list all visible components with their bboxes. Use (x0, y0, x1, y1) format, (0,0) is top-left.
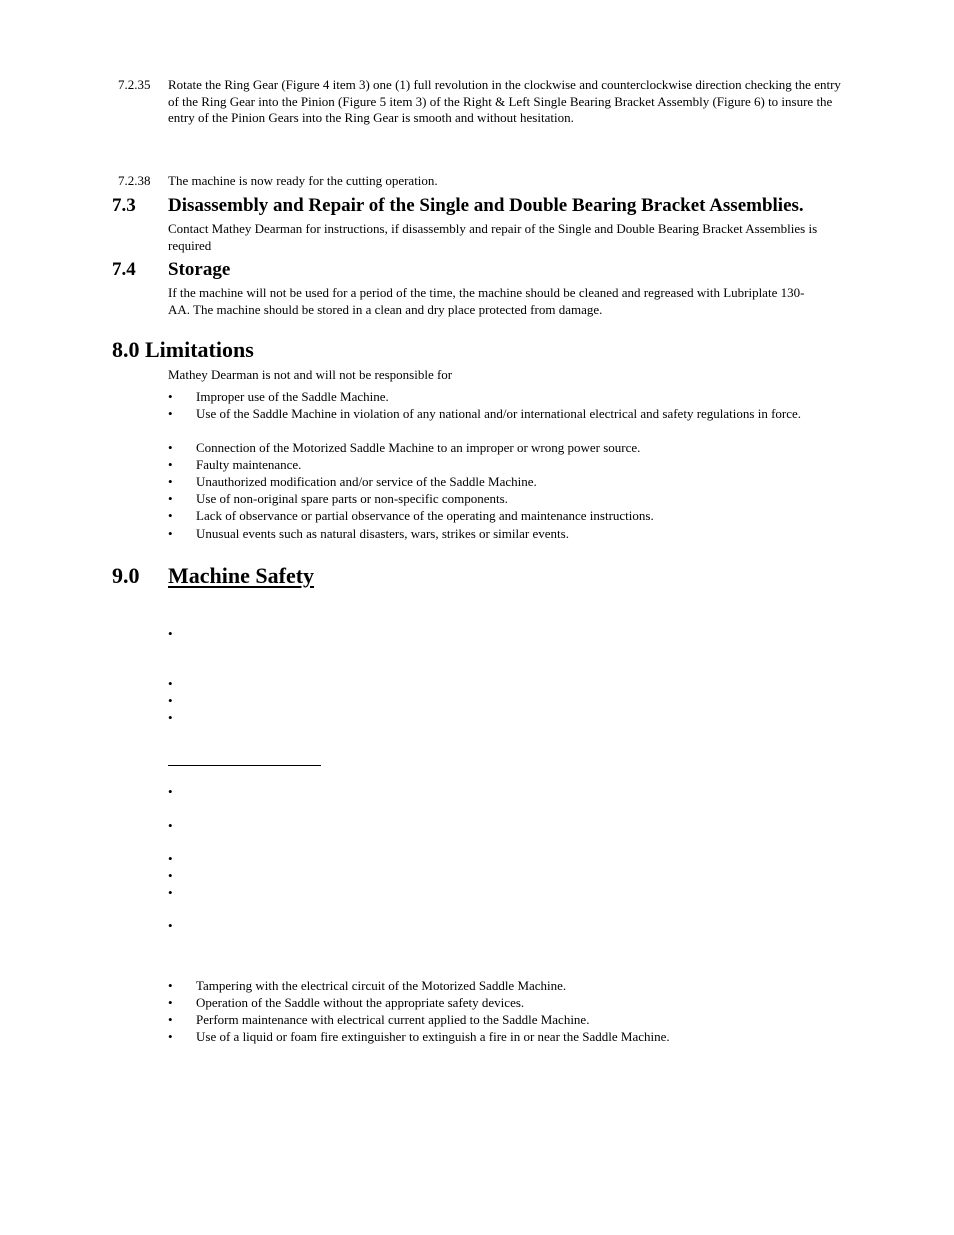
list-item: Unauthorized modification and/or service of the Saddle Machine. (196, 474, 537, 489)
step-number: 7.2.35 (118, 77, 151, 92)
list-item: Connection of the Motorized Saddle Machine to an improper or wrong power source. (196, 440, 641, 455)
list-item: Improper use of the Saddle Machine. (196, 389, 389, 404)
bullet-glyph: • (168, 526, 173, 541)
list-item: Operation of the Saddle without the appropriate safety devices. (196, 995, 525, 1010)
section-number: 9.0 (112, 563, 140, 588)
bullet-glyph: • (168, 818, 173, 833)
bullet-glyph: • (168, 710, 173, 725)
section-intro: Mathey Dearman is not and will not be responsible for (168, 367, 453, 382)
bullet-glyph: • (168, 474, 173, 489)
list-item: Use of the Saddle Machine in violation of any national and/or international electrical and safety regulations in force. (196, 406, 802, 421)
bullet-glyph: • (168, 693, 173, 708)
list-item: Tampering with the electrical circuit of the Motorized Saddle Machine. (196, 978, 567, 993)
step-number: 7.2.38 (118, 173, 151, 188)
step-text: The machine is now ready for the cutting operation. (168, 173, 438, 188)
bullet-glyph: • (168, 1012, 173, 1027)
bullet-glyph: • (168, 851, 173, 866)
list-item: Perform maintenance with electrical current applied to the Saddle Machine. (196, 1012, 590, 1027)
section-text: If the machine will not be used for a period of the time, the machine should be cleaned and regreased with Lubriplate 130-AA. The machine should be stored in a clean and dry place protected from damage. (168, 285, 805, 317)
divider-rule (168, 765, 321, 766)
list-item: Faulty maintenance. (196, 457, 302, 472)
bullet-glyph: • (168, 491, 173, 506)
list-item: Use of non-original spare parts or non-specific components. (196, 491, 508, 506)
list-item: Use of a liquid or foam fire extinguisher to extinguish a fire in or near the Saddle Machine. (196, 1029, 670, 1044)
bullet-glyph: • (168, 389, 173, 404)
list-item: Unusual events such as natural disasters, wars, strikes or similar events. (196, 526, 569, 541)
bullet-glyph: • (168, 995, 173, 1010)
section-text: Contact Mathey Dearman for instructions, if disassembly and repair of the Single and Double Bearing Bracket Assemblies is required (168, 221, 818, 253)
bullet-glyph: • (168, 1029, 173, 1044)
bullet-glyph: • (168, 626, 173, 641)
bullet-glyph: • (168, 885, 173, 900)
list-item: Lack of observance or partial observance of the operating and maintenance instructions. (196, 508, 654, 523)
bullet-glyph: • (168, 508, 173, 523)
section-heading: 8.0 Limitations (112, 337, 254, 362)
bullet-glyph: • (168, 918, 173, 933)
section-heading: Disassembly and Repair of the Single and Double Bearing Bracket Assemblies. (168, 195, 804, 216)
bullet-glyph: • (168, 457, 173, 472)
bullet-glyph: • (168, 406, 173, 421)
section-heading: Storage (168, 259, 231, 280)
bullet-glyph: • (168, 676, 173, 691)
section-number: 7.4 (112, 259, 136, 280)
bullet-glyph: • (168, 440, 173, 455)
section-number: 7.3 (112, 195, 136, 216)
section-heading: Machine Safety (168, 563, 315, 588)
bullet-glyph: • (168, 868, 173, 883)
step-text: Rotate the Ring Gear (Figure 4 item 3) one (1) full revolution in the clockwise and counterclockwise direction checking the entry of the Ring Gear into the Pinion (Figure 5 item 3) of the Right & Left Single Bearing Bracket Assembly (Figure 6) to insure the entry of the Pinion Gears into the Ring Gear is smooth and without hesitation. (168, 77, 841, 125)
bullet-glyph: • (168, 978, 173, 993)
bullet-glyph: • (168, 784, 173, 799)
